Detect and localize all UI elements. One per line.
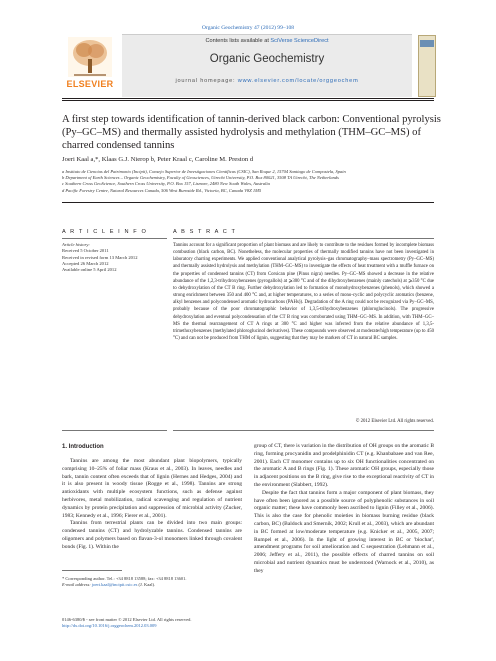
affiliation-c: c Southern Cross GeoScience, Southern Cross University, P.O. Box 157, Lismore, 2480 New South Wales, Australia <box>62 181 270 187</box>
elsevier-tree-icon <box>68 37 112 77</box>
intro-paragraph: Tannins are among the most abundant plant biopolymers, typically comprising 10–25% of foliar mass (Kraus et al., 2003). In leaves, needles and bark, tannin content often exceeds that of lignin (Hernes and Hedges, 2004) and it is also present in woody tissue (Rogge et al., 1998). Tannins are strong antioxidants with multiple ecosystem functions, such as defense against herbivores, metal mobilization, radical scavenging and regulation of nutrient dynamics by protein precipitation and suppression of microbial activity (Zucker, 1983; Kennedy et al., 1996; Fierer et al., 2001). <box>62 458 242 519</box>
journal-header <box>122 34 412 97</box>
author-list: Joeri Kaal a,*, Klaas G.J. Nierop b, Peter Kraal c, Caroline M. Preston d <box>62 156 254 163</box>
affiliation-d: d Pacific Forestry Centre, Natural Resources Canada, 506 West Burnside Rd., Victoria, BC, Canada V8Z 1M5 <box>62 187 262 193</box>
homepage-prefix: journal homepage: <box>175 78 238 84</box>
cover-band <box>420 40 434 47</box>
body-column-left <box>62 458 242 552</box>
doi-link[interactable]: http://dx.doi.org/10.1016/j.orggeochem.2012.03.009 <box>62 623 157 629</box>
header-rule-2 <box>62 100 434 101</box>
history-online: Available online 5 April 2012 <box>62 267 117 273</box>
sciencedirect-link[interactable]: SciVerse ScienceDirect <box>270 38 329 44</box>
introduction-heading: 1. Introduction <box>62 444 104 450</box>
abstract-rule <box>173 238 434 239</box>
section-rule <box>62 202 434 203</box>
issn-block <box>62 617 262 630</box>
journal-cover-thumbnail[interactable] <box>418 35 436 97</box>
homepage-link[interactable]: www.elsevier.com/locate/orggeochem <box>237 78 359 84</box>
article-info-rule <box>62 238 167 239</box>
article-history <box>62 242 167 273</box>
history-received: Received 5 October 2011 <box>62 248 109 254</box>
footnote-rule <box>62 570 122 571</box>
journal-homepage <box>122 78 412 84</box>
abstract-bottom-rule <box>173 430 434 431</box>
intro-paragraph: Despite the fact that tannins form a major component of plant biomass, they have often been ignored as a possible source of polyphenolic substances in soil organic matter; these have commonly been ascribed to lignin (Filley et al., 2006). This is also the case for phenolic moieties in biomass burning residue (black carbon, BC) (Baldock and Smernik, 2002; Krull et al., 2003), which are abundant in BC formed at low/moderate temperature (e.g. Knicker et al., 2005, 2007; Rumpel et al., 2006). In the light of growing interest in BC or 'biochar', amendment programs for soil amelioration and C sequestration (Lehmann et al., 2006; Jeffery et al., 2011), the possible effects of charred tannins on soil microbial and nutrient dynamics must be understood (Warnock et al., 2010), as they <box>254 489 434 574</box>
journal-citation[interactable]: Organic Geochemistry 47 (2012) 99–108 <box>201 25 295 31</box>
email-link[interactable]: joeri.kaal@incipit.csic.es <box>91 582 138 588</box>
header-rule <box>62 98 434 99</box>
affiliation-b: b Department of Earth Sciences – Organic Geochemistry, Faculty of Geosciences, Utrecht University, P.O. Box 80021, 3508 TA Utrecht, The Netherlands <box>62 175 339 181</box>
history-label: Article history: <box>62 242 90 247</box>
email-label: E-mail address: <box>62 582 92 588</box>
email-line <box>62 582 242 588</box>
copyright: © 2012 Elsevier Ltd. All rights reserved. <box>355 419 434 424</box>
abstract-text: Tannins account for a significant proportion of plant biomass and are likely to contribute to the residues formed by incomplete biomass combustion (black carbon, BC). Nonetheless, the molecular properties of thermally modified tannins have not been investigated in laboratory charring experiments. We applied conventional analytical pyrolysis–gas chromatography–mass spectrometry (Py–GC–MS) and thermally assisted hydrolysis and methylation (THM–GC–MS) to investigate the effects of heat treatment with a muffle furnace on the properties of condensed tannins (CT) from Corsican pine (Pinus nigra) needles. Py–GC–MS showed a decrease in the relative abundance of the 1,2,3-trihydroxybenzenes (pyrogallols) at ⩾300 °C and of the dihydroxybenzenes (mainly catechols) at ⩾350 °C due to dehydroxylation of the CT B ring. Further dehydroxylation led to formation of monohydroxybenzenes (phenols), which showed a strong enrichment between 350 and 400 °C and, at higher temperatures, to a series of mono-cyclic and polycyclic aromatics (benzene, alkyl benzenes and polycondensed aromatic hydrocarbons (PAHs)). Degradation of the A ring could not be recognized via Py–GC–MS, probably because of the poor chromatographic behavior of 1,3,5-trihydroxybenzenes (phloroglucinols). The progressive dehydroxylation and eventual polycondensation of the CT B ring was corroborated using THM–GC–MS. In addition, with THM–GC–MS the thermal rearrangement of CT A rings at 300 °C and higher was inferred from the relative abundance of 1,3,5-trimethoxybenzenes (methylated phloroglucinol derivatives). These compounds were observed at moderate/high temperature (up to 450 °C) and can not be produced from THM of lignin, suggesting that they may be markers of CT in natural BC samples. <box>173 243 434 342</box>
article-info-bottom-rule <box>62 430 167 431</box>
front-matter: 0146-6380/$ - see front matter © 2012 Elsevier Ltd. All rights reserved. <box>62 617 192 622</box>
email-suffix: (J. Kaal). <box>137 582 156 588</box>
contents-line <box>122 38 412 44</box>
history-accepted: Accepted 26 March 2012 <box>62 260 109 266</box>
corresponding-author: * Corresponding author. Tel.: +34 8818 13588; fax: +34 8818 13601. <box>62 576 187 581</box>
abstract-heading: A B S T R A C T <box>173 229 237 235</box>
intro-paragraph: group of CT, there is variation in the distribution of OH groups on the aromatic B ring, forming procyanidin and prodelphinidin CT (e.g. Khanbabaee and van Ree, 2001). Each CT monomer contains up to six OH functionalities concentrated on the aromatic A and B rings (Fig. 1). These aromatic OH groups, especially those in adjacent positions on the B ring, give rise to the exceptional reactivity of CT in the environment (Slabbert, 1992). <box>254 443 434 488</box>
article-info-heading: A R T I C L E I N F O <box>62 229 148 235</box>
footnote <box>62 576 242 589</box>
affiliation-a: a Instituto de Ciencias del Patrimonio (Incipit), Consejo Superior de Investigaciones Científicas (CSIC), San Roque 2, 15704 Santiago de Compostela, Spain <box>62 169 346 174</box>
article-title: A first step towards identification of tannin-derived black carbon: Conventional pyrolysis (Py–GC–MS) and thermally assisted hydrolysis and methylation (THM–GC–MS) of charred condensed tannins <box>62 114 441 152</box>
contents-prefix: Contents lists available at <box>205 38 271 44</box>
elsevier-logo[interactable] <box>62 35 118 93</box>
history-revised: Received in revised form 13 March 2012 <box>62 254 138 260</box>
intro-paragraph: Tannins from terrestrial plants can be divided into two main groups: condensed tannins (CT) and hydrolyzable tannins. Condensed tannins are oligomers and polymers based on flavan-3-ol monomers linked through covalent bonds (Fig. 1). Within the <box>62 520 242 550</box>
elsevier-wordmark: ELSEVIER <box>66 79 114 89</box>
journal-title: Organic Geochemistry <box>209 53 325 65</box>
body-column-right <box>254 443 434 576</box>
affiliations <box>62 169 442 194</box>
